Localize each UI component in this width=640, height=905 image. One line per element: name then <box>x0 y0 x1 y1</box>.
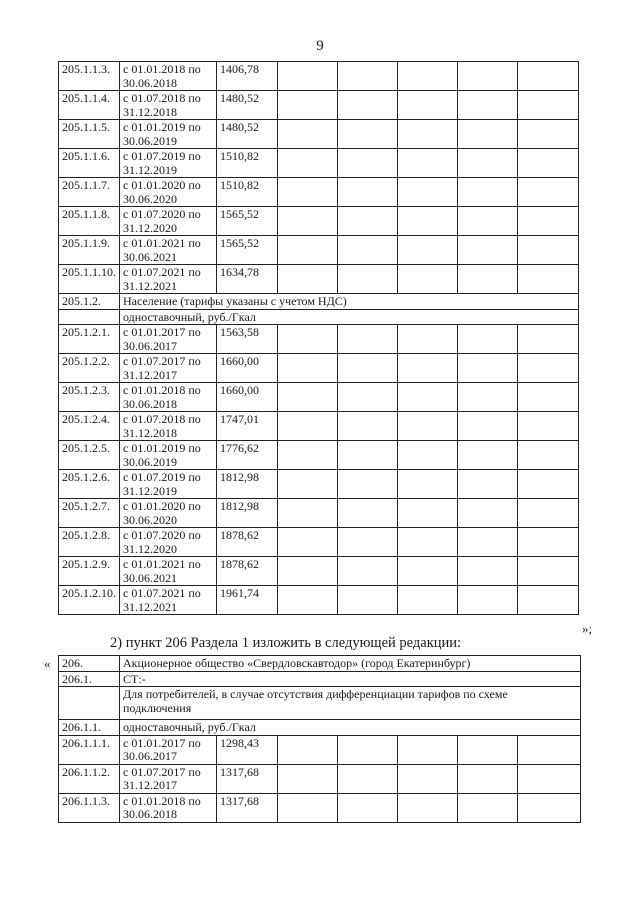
row-code: 206.1.1. <box>59 720 120 736</box>
empty-cell <box>338 764 398 793</box>
empty-cell <box>458 325 518 354</box>
tariff-row <box>59 793 581 822</box>
empty-cell <box>518 207 579 236</box>
row-code: 206.1.1.1. <box>59 735 120 764</box>
tariff-row <box>59 383 579 412</box>
empty-cell <box>458 91 518 120</box>
period-end: 31.12.2021 <box>123 599 177 614</box>
period-end: 31.12.2017 <box>123 367 177 382</box>
tariff-row <box>59 764 581 793</box>
tariff-table-205 <box>58 61 579 615</box>
tariff-value: 1565,52 <box>217 236 278 265</box>
tariff-row <box>59 120 579 149</box>
tariff-row <box>59 354 579 383</box>
period-start: с 01.07.2018 по <box>123 91 201 105</box>
tariff-row <box>59 236 579 265</box>
empty-cell <box>338 557 398 586</box>
period-start: с 01.01.2019 по <box>123 120 201 134</box>
period-start: с 01.01.2018 по <box>123 793 201 808</box>
tariff-value: 1480,52 <box>217 120 278 149</box>
period-start: с 01.01.2021 по <box>123 557 201 571</box>
empty-cell <box>278 325 338 354</box>
section-subtitle: Для потребителей, в случае отсутствия дифференциации тарифов по схеме подключения <box>120 687 581 720</box>
period-start: с 01.01.2018 по <box>123 383 201 397</box>
tariff-value: 1510,82 <box>217 149 278 178</box>
period-start: с 01.07.2018 по <box>123 412 201 426</box>
tariff-row <box>59 265 579 294</box>
tariff-row <box>59 207 579 236</box>
closing-quote-mark: »; <box>582 621 593 636</box>
empty-cell <box>278 470 338 499</box>
empty-cell <box>458 557 518 586</box>
row-code: 205.1.2.6. <box>59 470 120 499</box>
empty-cell <box>278 236 338 265</box>
tariff-row <box>59 62 579 91</box>
empty-cell <box>518 265 579 294</box>
empty-cell <box>398 499 458 528</box>
period-end: 30.06.2018 <box>123 396 177 411</box>
tariff-value: 1878,62 <box>217 557 278 586</box>
empty-cell <box>518 764 581 793</box>
empty-cell <box>458 412 518 441</box>
row-code: 205.1.2.9. <box>59 557 120 586</box>
tariff-period <box>120 586 217 615</box>
empty-cell <box>458 265 518 294</box>
empty-cell <box>458 207 518 236</box>
row-code: 205.1.1.10. <box>59 265 120 294</box>
section-heading-row <box>59 656 581 672</box>
tariff-period <box>120 557 217 586</box>
tariff-row <box>59 470 579 499</box>
tariff-value: 1317,68 <box>217 793 278 822</box>
row-code: 205.1.1.4. <box>59 91 120 120</box>
empty-cell <box>398 207 458 236</box>
row-code: 205.1.1.3. <box>59 62 120 91</box>
tariff-value: 1878,62 <box>217 528 278 557</box>
period-end: 30.06.2020 <box>123 512 177 527</box>
tariff-row <box>59 735 581 764</box>
section-heading-row <box>59 720 581 736</box>
tariff-value: 1660,00 <box>217 383 278 412</box>
tariff-value: 1298,43 <box>217 735 278 764</box>
period-end: 31.12.2019 <box>123 483 177 498</box>
tariff-value: 1565,52 <box>217 207 278 236</box>
tariff-period <box>120 325 217 354</box>
empty-cell <box>458 383 518 412</box>
tariff-period <box>120 149 217 178</box>
empty-cell <box>518 441 579 470</box>
period-end: 30.06.2018 <box>123 807 177 821</box>
tariff-period <box>120 236 217 265</box>
empty-cell <box>458 236 518 265</box>
section-subheading-row <box>59 687 581 720</box>
tariff-value: 1480,52 <box>217 91 278 120</box>
period-start: с 01.01.2020 по <box>123 499 201 513</box>
empty-cell <box>59 309 120 325</box>
empty-cell <box>398 441 458 470</box>
empty-cell <box>518 354 579 383</box>
section-title: Население (тарифы указаны с учетом НДС) <box>120 294 579 310</box>
empty-cell <box>458 149 518 178</box>
period-end: 31.12.2020 <box>123 541 177 556</box>
period-start: с 01.07.2020 по <box>123 207 201 221</box>
empty-cell <box>398 470 458 499</box>
tariff-period <box>120 735 217 764</box>
empty-cell <box>278 120 338 149</box>
tariff-value: 1406,78 <box>217 62 278 91</box>
tariff-row <box>59 528 579 557</box>
empty-cell <box>518 528 579 557</box>
empty-cell <box>338 735 398 764</box>
period-start: с 01.07.2021 по <box>123 265 201 279</box>
tariff-period <box>120 412 217 441</box>
tariff-period <box>120 178 217 207</box>
period-end: 30.06.2017 <box>123 749 177 763</box>
empty-cell <box>278 383 338 412</box>
empty-cell <box>518 178 579 207</box>
empty-cell <box>518 735 581 764</box>
empty-cell <box>278 149 338 178</box>
empty-cell <box>338 470 398 499</box>
tariff-row <box>59 412 579 441</box>
tariff-value: 1634,78 <box>217 265 278 294</box>
row-code: 206.1.1.3. <box>59 793 120 822</box>
row-code: 205.1.2.10. <box>59 586 120 615</box>
period-end: 31.12.2020 <box>123 220 177 235</box>
empty-cell <box>398 383 458 412</box>
empty-cell <box>278 178 338 207</box>
tariff-period <box>120 265 217 294</box>
empty-cell <box>398 528 458 557</box>
empty-cell <box>338 412 398 441</box>
empty-cell <box>398 764 458 793</box>
empty-cell <box>59 687 120 720</box>
tariff-value: 1812,98 <box>217 470 278 499</box>
empty-cell <box>518 412 579 441</box>
empty-cell <box>278 354 338 383</box>
section-heading-row <box>59 294 579 310</box>
opening-quote-mark: « <box>44 656 51 671</box>
empty-cell <box>278 586 338 615</box>
empty-cell <box>518 149 579 178</box>
tariff-row <box>59 178 579 207</box>
row-code: 205.1.2.5. <box>59 441 120 470</box>
tariff-value: 1510,82 <box>217 178 278 207</box>
period-start: с 01.07.2019 по <box>123 470 201 484</box>
empty-cell <box>458 178 518 207</box>
period-start: с 01.07.2020 по <box>123 528 201 542</box>
tariff-period <box>120 441 217 470</box>
tariff-value: 1563,58 <box>217 325 278 354</box>
tariff-period <box>120 91 217 120</box>
empty-cell <box>398 325 458 354</box>
empty-cell <box>398 557 458 586</box>
empty-cell <box>278 528 338 557</box>
empty-cell <box>338 499 398 528</box>
period-start: с 01.01.2018 по <box>123 62 201 76</box>
period-start: с 01.07.2021 по <box>123 586 201 600</box>
empty-cell <box>338 236 398 265</box>
empty-cell <box>518 586 579 615</box>
empty-cell <box>338 62 398 91</box>
row-code: 205.1.1.5. <box>59 120 120 149</box>
empty-cell <box>518 120 579 149</box>
tariff-period <box>120 354 217 383</box>
row-code: 205.1.2.2. <box>59 354 120 383</box>
tariff-value: 1776,62 <box>217 441 278 470</box>
tariff-period <box>120 499 217 528</box>
tariff-period <box>120 528 217 557</box>
amendment-text: 2) пункт 206 Раздела 1 изложить в следующей редакции: <box>110 635 462 651</box>
row-code: 205.1.2.1. <box>59 325 120 354</box>
empty-cell <box>278 265 338 294</box>
tariff-value: 1317,68 <box>217 764 278 793</box>
row-code: 205.1.1.7. <box>59 178 120 207</box>
period-start: с 01.07.2017 по <box>123 764 201 779</box>
row-code: 205.1.2.8. <box>59 528 120 557</box>
tariff-period <box>120 793 217 822</box>
row-code: 205.1.2.7. <box>59 499 120 528</box>
period-end: 30.06.2021 <box>123 570 177 585</box>
empty-cell <box>278 91 338 120</box>
empty-cell <box>518 499 579 528</box>
tariff-row <box>59 499 579 528</box>
period-end: 31.12.2017 <box>123 778 177 792</box>
section-subheading-row <box>59 309 579 325</box>
empty-cell <box>458 793 518 822</box>
empty-cell <box>338 793 398 822</box>
period-start: с 01.01.2019 по <box>123 441 201 455</box>
row-code: 206.1. <box>59 671 120 687</box>
empty-cell <box>338 383 398 412</box>
period-end: 31.12.2018 <box>123 425 177 440</box>
empty-cell <box>398 735 458 764</box>
empty-cell <box>338 265 398 294</box>
row-code: 205.1.1.9. <box>59 236 120 265</box>
empty-cell <box>458 735 518 764</box>
tariff-period <box>120 383 217 412</box>
empty-cell <box>518 91 579 120</box>
empty-cell <box>338 441 398 470</box>
empty-cell <box>518 470 579 499</box>
empty-cell <box>458 586 518 615</box>
empty-cell <box>398 412 458 441</box>
empty-cell <box>278 793 338 822</box>
empty-cell <box>338 528 398 557</box>
empty-cell <box>398 586 458 615</box>
tariff-row <box>59 91 579 120</box>
empty-cell <box>458 470 518 499</box>
period-end: 30.06.2020 <box>123 191 177 206</box>
tariff-value: 1660,00 <box>217 354 278 383</box>
page-number: 9 <box>316 38 324 54</box>
empty-cell <box>458 764 518 793</box>
empty-cell <box>338 207 398 236</box>
period-start: с 01.01.2017 по <box>123 735 201 750</box>
empty-cell <box>278 207 338 236</box>
empty-cell <box>338 586 398 615</box>
empty-cell <box>398 236 458 265</box>
section-title: одноставочный, руб./Гкал <box>120 720 581 736</box>
period-end: 30.06.2021 <box>123 249 177 264</box>
empty-cell <box>398 265 458 294</box>
empty-cell <box>338 91 398 120</box>
period-end: 31.12.2019 <box>123 162 177 177</box>
tariff-row <box>59 325 579 354</box>
tariff-row <box>59 149 579 178</box>
tariff-row <box>59 557 579 586</box>
row-code: 206.1.1.2. <box>59 764 120 793</box>
empty-cell <box>338 120 398 149</box>
empty-cell <box>518 557 579 586</box>
empty-cell <box>458 499 518 528</box>
period-end: 30.06.2017 <box>123 338 177 353</box>
row-code: 205.1.2.4. <box>59 412 120 441</box>
period-start: с 01.07.2019 по <box>123 149 201 163</box>
empty-cell <box>398 178 458 207</box>
empty-cell <box>278 735 338 764</box>
empty-cell <box>278 764 338 793</box>
tariff-value: 1961,74 <box>217 586 278 615</box>
period-start: с 01.07.2017 по <box>123 354 201 368</box>
period-end: 30.06.2019 <box>123 454 177 469</box>
empty-cell <box>518 793 581 822</box>
row-code: 205.1.1.8. <box>59 207 120 236</box>
tariff-period <box>120 470 217 499</box>
empty-cell <box>338 178 398 207</box>
period-start: с 01.01.2017 по <box>123 325 201 339</box>
row-code: 205.1.1.6. <box>59 149 120 178</box>
section-heading-row <box>59 671 581 687</box>
tariff-table-206 <box>58 655 581 823</box>
section-subtitle: одноставочный, руб./Гкал <box>120 309 579 325</box>
empty-cell <box>338 325 398 354</box>
empty-cell <box>458 528 518 557</box>
tariff-row <box>59 441 579 470</box>
row-code: 205.1.2. <box>59 294 120 310</box>
row-code: 205.1.2.3. <box>59 383 120 412</box>
empty-cell <box>398 793 458 822</box>
empty-cell <box>398 91 458 120</box>
empty-cell <box>518 383 579 412</box>
period-end: 31.12.2018 <box>123 104 177 119</box>
empty-cell <box>458 62 518 91</box>
tariff-period <box>120 764 217 793</box>
empty-cell <box>458 354 518 383</box>
period-end: 30.06.2019 <box>123 133 177 148</box>
empty-cell <box>398 354 458 383</box>
empty-cell <box>458 120 518 149</box>
empty-cell <box>518 325 579 354</box>
empty-cell <box>338 354 398 383</box>
empty-cell <box>518 236 579 265</box>
empty-cell <box>278 441 338 470</box>
tariff-period <box>120 120 217 149</box>
empty-cell <box>398 62 458 91</box>
period-end: 30.06.2018 <box>123 75 177 90</box>
empty-cell <box>458 441 518 470</box>
empty-cell <box>398 149 458 178</box>
tariff-period <box>120 207 217 236</box>
tariff-value: 1747,01 <box>217 412 278 441</box>
empty-cell <box>278 62 338 91</box>
period-end: 31.12.2021 <box>123 278 177 293</box>
empty-cell <box>278 412 338 441</box>
empty-cell <box>338 149 398 178</box>
empty-cell <box>518 62 579 91</box>
empty-cell <box>278 499 338 528</box>
section-title: СТ:- <box>120 671 581 687</box>
empty-cell <box>398 120 458 149</box>
row-code: 206. <box>59 656 120 672</box>
period-start: с 01.01.2021 по <box>123 236 201 250</box>
section-title: Акционерное общество «Свердловскавтодор» (город Екатеринбург) <box>120 656 581 672</box>
tariff-row <box>59 586 579 615</box>
period-start: с 01.01.2020 по <box>123 178 201 192</box>
tariff-period <box>120 62 217 91</box>
tariff-value: 1812,98 <box>217 499 278 528</box>
empty-cell <box>278 557 338 586</box>
